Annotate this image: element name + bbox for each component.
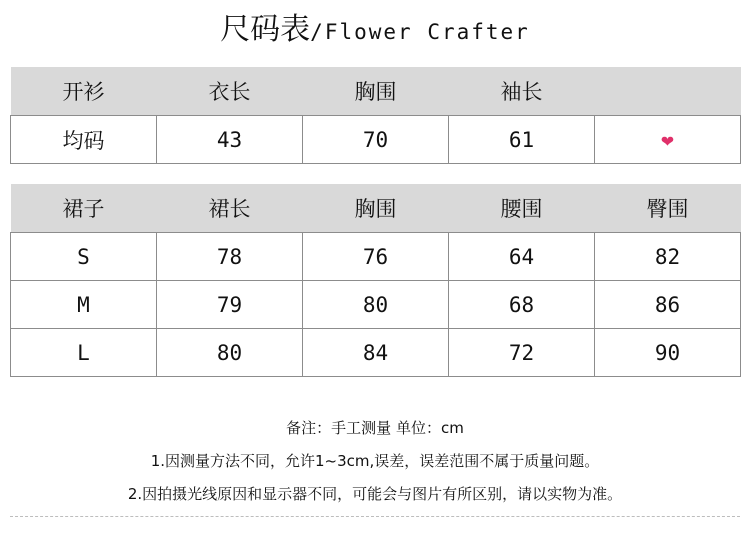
table-cell: 90 — [595, 329, 741, 377]
title-cn: 尺码表 — [220, 12, 311, 47]
row-label: 均码 — [11, 116, 157, 164]
table-cell: 84 — [303, 329, 449, 377]
table-cell: 70 — [303, 116, 449, 164]
header-cell: 裙长 — [157, 184, 303, 233]
table-cell: 64 — [449, 233, 595, 281]
header-cell: 腰围 — [449, 184, 595, 233]
header-cell: 裙子 — [11, 184, 157, 233]
table-cell: 61 — [449, 116, 595, 164]
table-cell: 72 — [449, 329, 595, 377]
table-cell: 79 — [157, 281, 303, 329]
table-cell: 86 — [595, 281, 741, 329]
table-row — [11, 281, 741, 329]
table-cell: 68 — [449, 281, 595, 329]
title-en: /Flower Crafter — [310, 20, 530, 44]
header-cell: 臀围 — [595, 184, 741, 233]
table-cell: 80 — [157, 329, 303, 377]
note-line-1: 1.因测量方法不同，允许1~3cm,误差，误差范围不属于质量问题。 — [150, 452, 600, 470]
dashed-divider — [10, 516, 740, 517]
table-row — [11, 233, 741, 281]
skirt-size-table — [10, 184, 741, 377]
cardigan-size-table — [10, 67, 741, 164]
size-label: S — [11, 233, 157, 281]
header-cell — [595, 67, 741, 116]
heart-cell — [595, 116, 741, 164]
table-header-row — [11, 184, 741, 233]
header-cell: 袖长 — [449, 67, 595, 116]
page-title — [0, 10, 750, 54]
size-label: L — [11, 329, 157, 377]
header-cell: 衣长 — [157, 67, 303, 116]
header-cell: 胸围 — [303, 67, 449, 116]
table-cell: 76 — [303, 233, 449, 281]
note-line-2: 2.因拍摄光线原因和显示器不同，可能会与图片有所区别，请以实物为准。 — [127, 485, 623, 503]
notes-title: 备注：手工测量 单位：cm — [286, 419, 464, 437]
table-header-row — [11, 67, 741, 116]
table-cell: 82 — [595, 233, 741, 281]
heart-icon: ❤ — [660, 131, 675, 151]
table-cell: 43 — [157, 116, 303, 164]
size-label: M — [11, 281, 157, 329]
table-cell: 78 — [157, 233, 303, 281]
header-cell: 开衫 — [11, 67, 157, 116]
table-row — [11, 329, 741, 377]
table-cell: 80 — [303, 281, 449, 329]
header-cell: 胸围 — [303, 184, 449, 233]
table-row — [11, 116, 741, 164]
